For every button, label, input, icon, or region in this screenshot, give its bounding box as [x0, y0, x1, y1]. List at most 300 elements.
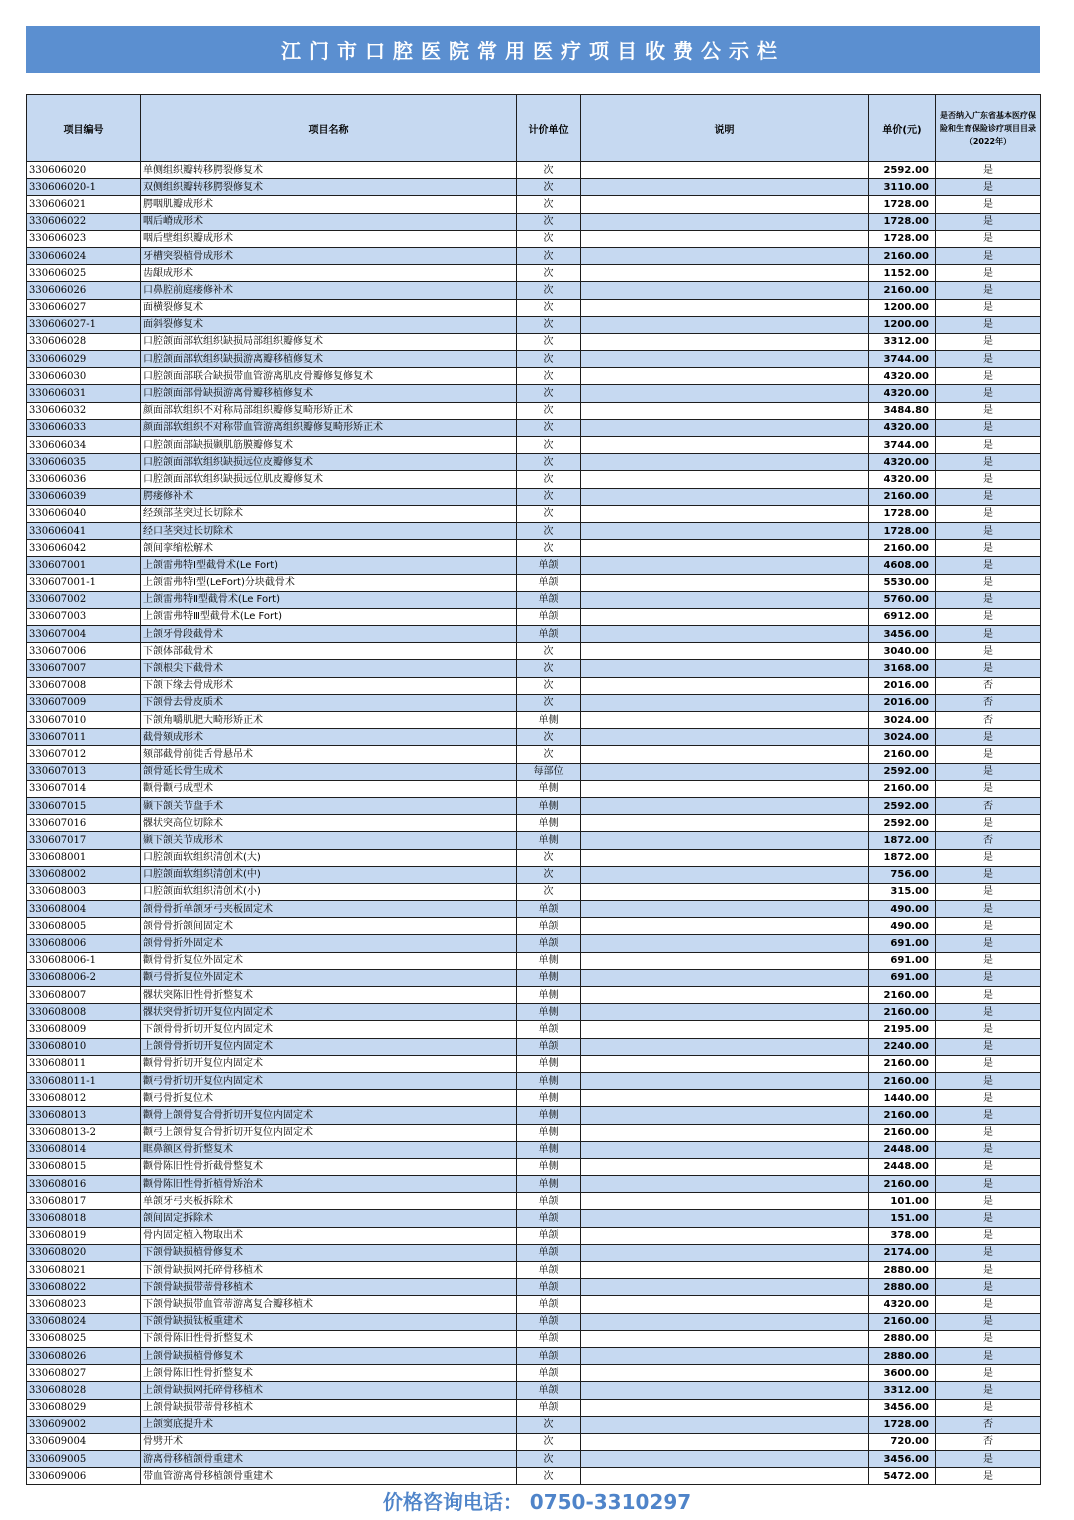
cell-name: 上颌雷弗特I型截骨术(Le Fort)	[141, 557, 517, 574]
cell-price: 315.00	[869, 883, 936, 900]
table-row	[27, 1107, 1041, 1124]
cell-note	[581, 282, 869, 299]
cell-unit: 单侧	[517, 780, 581, 797]
cell-unit: 单颌	[517, 1365, 581, 1382]
cell-note	[581, 1433, 869, 1450]
cell-note	[581, 162, 869, 179]
cell-name: 颧骨陈旧性骨折植骨矫治术	[141, 1176, 517, 1193]
cell-code: 330606033	[27, 419, 141, 436]
cell-insured: 是	[936, 643, 1041, 660]
cell-unit: 次	[517, 230, 581, 247]
cell-code: 330606035	[27, 454, 141, 471]
cell-price: 3484.80	[869, 402, 936, 419]
cell-insured: 是	[936, 540, 1041, 557]
cell-price: 1200.00	[869, 316, 936, 333]
cell-name: 颧骨陈旧性骨折截骨整复术	[141, 1158, 517, 1175]
table-row	[27, 1399, 1041, 1416]
cell-unit: 单侧	[517, 1158, 581, 1175]
table-row	[27, 1365, 1041, 1382]
cell-price: 5530.00	[869, 574, 936, 591]
table-row	[27, 1262, 1041, 1279]
cell-price: 5472.00	[869, 1468, 936, 1485]
table-body	[27, 162, 1041, 1485]
table-row	[27, 591, 1041, 608]
cell-code: 330608006-1	[27, 952, 141, 969]
cell-name: 颌骨骨折单颌牙弓夹板固定术	[141, 901, 517, 918]
cell-unit: 次	[517, 316, 581, 333]
cell-name: 上颌雷弗特I型(LeFort)分块截骨术	[141, 574, 517, 591]
cell-code: 330608013-2	[27, 1124, 141, 1141]
table-row	[27, 454, 1041, 471]
cell-code: 330609004	[27, 1433, 141, 1450]
cell-note	[581, 677, 869, 694]
cell-code: 330606020-1	[27, 179, 141, 196]
cell-name: 上颌牙骨段截骨术	[141, 626, 517, 643]
cell-name: 口腔颌面部软组织缺损远位肌皮瓣修复术	[141, 471, 517, 488]
cell-code: 330607017	[27, 832, 141, 849]
cell-note	[581, 1141, 869, 1158]
cell-note	[581, 660, 869, 677]
table-row	[27, 746, 1041, 763]
cell-code: 330606030	[27, 368, 141, 385]
cell-price: 1728.00	[869, 1416, 936, 1433]
cell-price: 3312.00	[869, 333, 936, 350]
cell-name: 口腔颌面部软组织缺损游离瓣移植修复术	[141, 351, 517, 368]
cell-name: 牙槽突裂植骨成形术	[141, 247, 517, 264]
cell-insured: 是	[936, 265, 1041, 282]
cell-code: 330609006	[27, 1468, 141, 1485]
table-row	[27, 282, 1041, 299]
table-row	[27, 866, 1041, 883]
cell-unit: 单颌	[517, 574, 581, 591]
cell-unit: 次	[517, 660, 581, 677]
cell-note	[581, 1038, 869, 1055]
cell-insured: 是	[936, 1055, 1041, 1072]
cell-code: 330608006	[27, 935, 141, 952]
cell-code: 330608008	[27, 1004, 141, 1021]
cell-unit: 单侧	[517, 832, 581, 849]
cell-insured: 是	[936, 849, 1041, 866]
cell-note	[581, 987, 869, 1004]
cell-insured: 是	[936, 1468, 1041, 1485]
cell-price: 1440.00	[869, 1090, 936, 1107]
cell-unit: 单侧	[517, 952, 581, 969]
cell-name: 咽后嵴成形术	[141, 213, 517, 230]
cell-insured: 是	[936, 969, 1041, 986]
cell-name: 颌骨骨折外固定术	[141, 935, 517, 952]
table-row	[27, 1124, 1041, 1141]
cell-note	[581, 1382, 869, 1399]
table-row	[27, 1451, 1041, 1468]
cell-code: 330608028	[27, 1382, 141, 1399]
cell-note	[581, 901, 869, 918]
table-row	[27, 247, 1041, 264]
cell-price: 2160.00	[869, 1072, 936, 1089]
cell-price: 2880.00	[869, 1347, 936, 1364]
table-row	[27, 849, 1041, 866]
cell-price: 2592.00	[869, 797, 936, 814]
table-row	[27, 316, 1041, 333]
cell-code: 330608019	[27, 1227, 141, 1244]
cell-insured: 是	[936, 419, 1041, 436]
cell-unit: 单颌	[517, 1021, 581, 1038]
cell-code: 330608015	[27, 1158, 141, 1175]
cell-price: 2160.00	[869, 1107, 936, 1124]
table-row	[27, 832, 1041, 849]
cell-unit: 单颌	[517, 1399, 581, 1416]
cell-insured: 是	[936, 179, 1041, 196]
table-row	[27, 574, 1041, 591]
cell-insured: 是	[936, 1021, 1041, 1038]
cell-unit: 次	[517, 247, 581, 264]
cell-unit: 单颌	[517, 1244, 581, 1261]
cell-insured: 是	[936, 454, 1041, 471]
cell-note	[581, 454, 869, 471]
cell-unit: 次	[517, 282, 581, 299]
cell-note	[581, 1124, 869, 1141]
cell-insured: 是	[936, 866, 1041, 883]
table-row	[27, 1072, 1041, 1089]
cell-note	[581, 1468, 869, 1485]
cell-price: 2160.00	[869, 746, 936, 763]
cell-unit: 次	[517, 179, 581, 196]
cell-note	[581, 1107, 869, 1124]
cell-note	[581, 729, 869, 746]
cell-code: 330606026	[27, 282, 141, 299]
cell-name: 下颌骨缺损植骨修复术	[141, 1244, 517, 1261]
table-row	[27, 763, 1041, 780]
cell-code: 330607011	[27, 729, 141, 746]
cell-unit: 次	[517, 540, 581, 557]
cell-price: 3024.00	[869, 729, 936, 746]
cell-unit: 单颌	[517, 1330, 581, 1347]
cell-price: 4320.00	[869, 454, 936, 471]
cell-unit: 次	[517, 694, 581, 711]
cell-unit: 次	[517, 265, 581, 282]
cell-price: 2880.00	[869, 1262, 936, 1279]
cell-name: 下颌骨缺损带蒂骨移植术	[141, 1279, 517, 1296]
cell-note	[581, 1313, 869, 1330]
cell-note	[581, 1347, 869, 1364]
cell-note	[581, 419, 869, 436]
cell-note	[581, 643, 869, 660]
table-row	[27, 419, 1041, 436]
cell-code: 330606027	[27, 299, 141, 316]
cell-note	[581, 969, 869, 986]
cell-price: 3110.00	[869, 179, 936, 196]
cell-name: 单颌牙弓夹板拆除术	[141, 1193, 517, 1210]
table-row	[27, 987, 1041, 1004]
table-row	[27, 608, 1041, 625]
cell-unit: 单颌	[517, 918, 581, 935]
cell-insured: 是	[936, 557, 1041, 574]
cell-note	[581, 780, 869, 797]
cell-name: 口腔颌面部软组织缺损远位皮瓣修复术	[141, 454, 517, 471]
cell-name: 下颌根尖下截骨术	[141, 660, 517, 677]
table-row	[27, 265, 1041, 282]
cell-note	[581, 1330, 869, 1347]
cell-price: 4320.00	[869, 1296, 936, 1313]
cell-price: 2592.00	[869, 815, 936, 832]
cell-price: 1728.00	[869, 522, 936, 539]
cell-code: 330608023	[27, 1296, 141, 1313]
cell-code: 330606032	[27, 402, 141, 419]
cell-insured: 是	[936, 1124, 1041, 1141]
cell-unit: 单颌	[517, 626, 581, 643]
cell-code: 330607001	[27, 557, 141, 574]
cell-price: 2160.00	[869, 1313, 936, 1330]
cell-note	[581, 1262, 869, 1279]
cell-code: 330606036	[27, 471, 141, 488]
table-row	[27, 1038, 1041, 1055]
table-row	[27, 1313, 1041, 1330]
header-unit: 计价单位	[517, 95, 581, 162]
cell-code: 330607010	[27, 712, 141, 729]
cell-price: 720.00	[869, 1433, 936, 1450]
cell-name: 下颌骨缺损带血管蒂游离复合瓣移植术	[141, 1296, 517, 1313]
cell-insured: 是	[936, 522, 1041, 539]
table-row	[27, 952, 1041, 969]
cell-name: 颜面部软组织不对称带血管游离组织瓣修复畸形矫正术	[141, 419, 517, 436]
cell-insured: 是	[936, 660, 1041, 677]
cell-unit: 单侧	[517, 712, 581, 729]
cell-name: 下颌角嚼肌肥大畸形矫正术	[141, 712, 517, 729]
cell-insured: 否	[936, 1433, 1041, 1450]
cell-price: 2160.00	[869, 540, 936, 557]
cell-code: 330607013	[27, 763, 141, 780]
cell-insured: 是	[936, 883, 1041, 900]
cell-note	[581, 918, 869, 935]
cell-note	[581, 505, 869, 522]
cell-insured: 是	[936, 437, 1041, 454]
cell-unit: 单侧	[517, 1176, 581, 1193]
cell-insured: 是	[936, 1279, 1041, 1296]
cell-note	[581, 351, 869, 368]
cell-insured: 是	[936, 729, 1041, 746]
cell-name: 颧骨上颌骨复合骨折切开复位内固定术	[141, 1107, 517, 1124]
cell-insured: 是	[936, 952, 1041, 969]
cell-code: 330607008	[27, 677, 141, 694]
cell-code: 330608018	[27, 1210, 141, 1227]
table-header-row	[27, 95, 1041, 162]
cell-insured: 是	[936, 1227, 1041, 1244]
table-row	[27, 230, 1041, 247]
table-row	[27, 437, 1041, 454]
cell-unit: 次	[517, 162, 581, 179]
cell-price: 2160.00	[869, 1176, 936, 1193]
cell-price: 1728.00	[869, 505, 936, 522]
cell-unit: 单颌	[517, 1279, 581, 1296]
cell-price: 3456.00	[869, 626, 936, 643]
cell-unit: 单侧	[517, 797, 581, 814]
cell-code: 330608005	[27, 918, 141, 935]
cell-note	[581, 316, 869, 333]
header-name: 项目名称	[141, 95, 517, 162]
table-row	[27, 196, 1041, 213]
cell-note	[581, 1279, 869, 1296]
cell-unit: 单颌	[517, 1038, 581, 1055]
cell-insured: 是	[936, 402, 1041, 419]
table-row	[27, 1347, 1041, 1364]
cell-insured: 是	[936, 608, 1041, 625]
cell-insured: 否	[936, 694, 1041, 711]
cell-code: 330606023	[27, 230, 141, 247]
table-row	[27, 780, 1041, 797]
cell-unit: 次	[517, 385, 581, 402]
cell-note	[581, 1210, 869, 1227]
cell-price: 2160.00	[869, 1004, 936, 1021]
cell-price: 2880.00	[869, 1279, 936, 1296]
cell-name: 上颌骨骨折切开复位内固定术	[141, 1038, 517, 1055]
table-row	[27, 1021, 1041, 1038]
cell-insured: 否	[936, 677, 1041, 694]
cell-name: 颌骨延长骨生成术	[141, 763, 517, 780]
cell-unit: 单侧	[517, 969, 581, 986]
table-row	[27, 660, 1041, 677]
cell-price: 2448.00	[869, 1141, 936, 1158]
cell-unit: 单颌	[517, 1210, 581, 1227]
table-row	[27, 969, 1041, 986]
cell-code: 330608011-1	[27, 1072, 141, 1089]
cell-name: 颧骨颧弓成型术	[141, 780, 517, 797]
cell-name: 上颌雷弗特Ⅲ型截骨术(Le Fort)	[141, 608, 517, 625]
table-row	[27, 797, 1041, 814]
cell-price: 2592.00	[869, 763, 936, 780]
cell-unit: 次	[517, 488, 581, 505]
cell-code: 330608029	[27, 1399, 141, 1416]
cell-note	[581, 265, 869, 282]
table-row	[27, 540, 1041, 557]
cell-code: 330606021	[27, 196, 141, 213]
cell-unit: 次	[517, 213, 581, 230]
cell-code: 330608027	[27, 1365, 141, 1382]
cell-unit: 次	[517, 454, 581, 471]
cell-price: 3456.00	[869, 1451, 936, 1468]
cell-name: 口腔颌面部联合缺损带血管游离肌皮骨瓣修复修复术	[141, 368, 517, 385]
cell-name: 带血管游离骨移植颌骨重建术	[141, 1468, 517, 1485]
table-row	[27, 1158, 1041, 1175]
cell-name: 颏部截骨前徙舌骨悬吊术	[141, 746, 517, 763]
cell-insured: 是	[936, 299, 1041, 316]
cell-insured: 否	[936, 1416, 1041, 1433]
cell-code: 330608024	[27, 1313, 141, 1330]
cell-insured: 是	[936, 1399, 1041, 1416]
cell-insured: 是	[936, 1090, 1041, 1107]
cell-name: 口腔颌面部软组织缺损局部组织瓣修复术	[141, 333, 517, 350]
cell-code: 330606022	[27, 213, 141, 230]
cell-insured: 是	[936, 918, 1041, 935]
cell-name: 上颌骨缺损植骨修复术	[141, 1347, 517, 1364]
cell-price: 4320.00	[869, 419, 936, 436]
cell-price: 5760.00	[869, 591, 936, 608]
table-row	[27, 1416, 1041, 1433]
cell-note	[581, 522, 869, 539]
cell-note	[581, 299, 869, 316]
cell-unit: 次	[517, 505, 581, 522]
cell-note	[581, 385, 869, 402]
cell-code: 330608004	[27, 901, 141, 918]
cell-unit: 次	[517, 333, 581, 350]
cell-unit: 单颌	[517, 608, 581, 625]
cell-name: 颌间固定拆除术	[141, 1210, 517, 1227]
cell-unit: 单颌	[517, 901, 581, 918]
cell-note	[581, 230, 869, 247]
cell-code: 330607007	[27, 660, 141, 677]
cell-name: 口腔颌面部缺损颞肌筋膜瓣修复术	[141, 437, 517, 454]
cell-name: 下颌骨缺损网托碎骨移植术	[141, 1262, 517, 1279]
cell-code: 330606029	[27, 351, 141, 368]
cell-note	[581, 574, 869, 591]
table-row	[27, 1468, 1041, 1485]
cell-price: 2160.00	[869, 247, 936, 264]
cell-insured: 是	[936, 746, 1041, 763]
cell-price: 691.00	[869, 969, 936, 986]
table-row	[27, 368, 1041, 385]
table-row	[27, 1244, 1041, 1261]
cell-note	[581, 815, 869, 832]
cell-price: 2240.00	[869, 1038, 936, 1055]
cell-insured: 是	[936, 1004, 1041, 1021]
cell-insured: 是	[936, 213, 1041, 230]
cell-insured: 是	[936, 987, 1041, 1004]
cell-insured: 是	[936, 1313, 1041, 1330]
cell-name: 骨内固定植入物取出术	[141, 1227, 517, 1244]
cell-insured: 是	[936, 901, 1041, 918]
cell-unit: 次	[517, 1433, 581, 1450]
cell-unit: 次	[517, 471, 581, 488]
cell-price: 2160.00	[869, 1124, 936, 1141]
cell-name: 下颌骨缺损钛板重建术	[141, 1313, 517, 1330]
cell-unit: 次	[517, 866, 581, 883]
table-row	[27, 488, 1041, 505]
cell-name: 上颌窦底提升术	[141, 1416, 517, 1433]
cell-name: 颜面部软组织不对称局部组织瓣修复畸形矫正术	[141, 402, 517, 419]
cell-code: 330608009	[27, 1021, 141, 1038]
cell-unit: 次	[517, 883, 581, 900]
table-row	[27, 643, 1041, 660]
cell-insured: 是	[936, 1158, 1041, 1175]
cell-note	[581, 952, 869, 969]
cell-price: 1200.00	[869, 299, 936, 316]
cell-code: 330606027-1	[27, 316, 141, 333]
cell-code: 330607002	[27, 591, 141, 608]
cell-code: 330608016	[27, 1176, 141, 1193]
cell-name: 单侧组织瓣转移腭裂修复术	[141, 162, 517, 179]
cell-unit: 次	[517, 1416, 581, 1433]
table-row	[27, 213, 1041, 230]
header-note: 说明	[581, 95, 869, 162]
table-row	[27, 557, 1041, 574]
cell-price: 3600.00	[869, 1365, 936, 1382]
cell-code: 330606024	[27, 247, 141, 264]
cell-name: 上颌骨缺损网托碎骨移植术	[141, 1382, 517, 1399]
cell-name: 游离骨移植颌骨重建术	[141, 1451, 517, 1468]
cell-unit: 次	[517, 746, 581, 763]
cell-price: 490.00	[869, 901, 936, 918]
cell-price: 2448.00	[869, 1158, 936, 1175]
cell-insured: 是	[936, 1382, 1041, 1399]
cell-note	[581, 712, 869, 729]
cell-unit: 单颌	[517, 1382, 581, 1399]
cell-unit: 次	[517, 849, 581, 866]
cell-unit: 单颌	[517, 1262, 581, 1279]
cell-unit: 次	[517, 1468, 581, 1485]
table-row	[27, 1090, 1041, 1107]
cell-price: 2174.00	[869, 1244, 936, 1261]
cell-price: 2880.00	[869, 1330, 936, 1347]
cell-name: 口腔颌面部骨缺损游离骨瓣移植修复术	[141, 385, 517, 402]
cell-unit: 每部位	[517, 763, 581, 780]
